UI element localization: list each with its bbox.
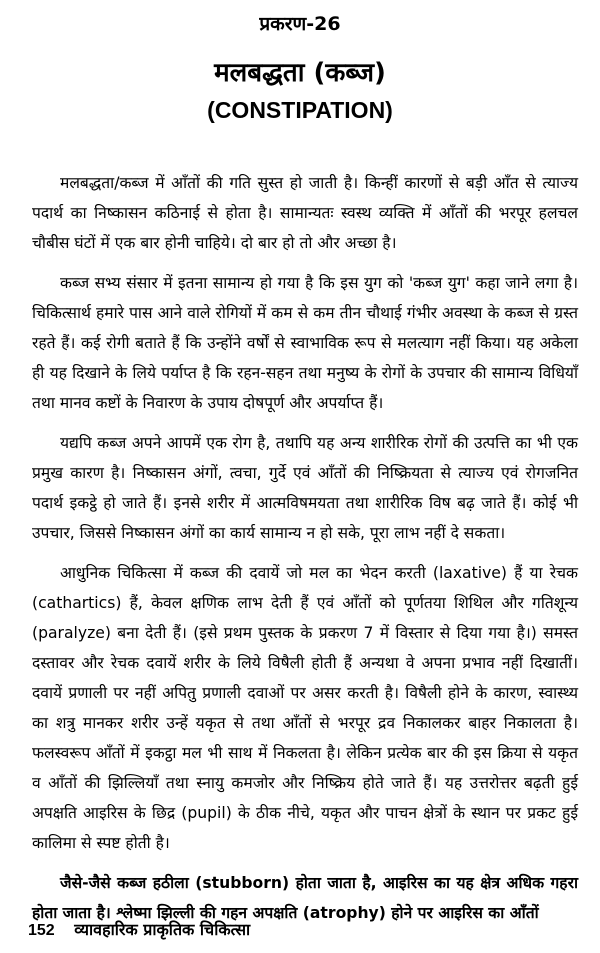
title-english: (CONSTIPATION) [207,97,393,123]
paragraph: यद्यपि कब्ज अपने आपमें एक रोग है, तथापि यह अन्य शारीरिक रोगों की उत्पत्ति का भी एक प्रमुख कारण है। निष्कासन अंगों, त्वचा, गुर्दे एवं आँतों की निष्क्रियता से त्याज्य एवं रोगजनित पदार्थ इकट्ठे हो जाते हैं। इनसे शरीर में आत्मविषमयता तथा शारीरिक विष बढ़ जाते हैं। कोई भी उपचार, जिससे निष्कासन अंगों का कार्य सामान्य न हो सके, पूरा लाभ नहीं दे सकता। [32,434,578,542]
paragraph: कब्ज सभ्य संसार में इतना सामान्य हो गया है कि इस युग को 'कब्ज युग' कहा जाने लगा है। चिकित्सार्थ हमारे पास आने वाले रोगियों में कम से कम तीन चौथाई गंभीर अवस्था के कब्ज से ग्रस्त रहते हैं। कई रोगी बताते हैं कि उन्होंने वर्षों से स्वाभाविक रूप से मलत्याग नहीं किया। यह अकेला ही यह दिखाने के लिये पर्याप्त है कि रहन-सहन तथा मनुष्य के रोगों के उपचार की सामान्य विधियाँ तथा मानव कष्टों के निवारण के उपाय दोषपूर्ण और अपर्याप्त हैं। [32,274,578,412]
book-title: व्यावहारिक प्राकृतिक चिकित्सा [74,920,251,939]
body-text [32,168,578,938]
paragraph: आधुनिक चिकित्सा में कब्ज की दवायें जो मल का भेदन करती (laxative) हैं या रेचक (cathartics) हैं, केवल क्षणिक लाभ देती हैं एवं आँतों को पूर्णतया शिथिल और गतिशून्य (paralyze) बना देती हैं। (इसे प्रथम पुस्तक के प्रकरण 7 में विस्तार से दिया गया है।) समस्त दस्तावर और रेचक दवायें शरीर के लिये विषैली होती हैं अन्यथा वे अपना प्रभाव नहीं दिखातीं। दवायें प्रणाली पर नहीं अपितु प्रणाली दवाओं पर असर करती है। विषैली होने के कारण, स्वास्थ्य का शत्रु मानकर शरीर उन्हें यकृत से तथा आँतों से भरपूर द्रव निकालकर बाहर निकालता है। फलस्वरूप आँतों में इकट्ठा मल भी साथ में निकलता है। लेकिन प्रत्येक बार की इस क्रिया से यकृत व आँतों की झिल्लियाँ तथा स्नायु कमजोर और निष्क्रिय होते जाते हैं। यह उत्तरोत्तर बढ़ती हुई अपक्षति आइरिस के छिद्र (pupil) के ठीक नीचे, यकृत और पाचन क्षेत्रों के स्थान पर प्रकट हुई कालिमा से स्पष्ट होती है। [32,564,578,852]
title-hindi: मलबद्धता (कब्ज) [214,58,386,88]
page-number: 152 [28,922,55,939]
paragraph: जैसे-जैसे कब्ज हठीला (stubborn) होता जाता है, आइरिस का यह क्षेत्र अधिक गहरा होता जाता है। श्लेष्मा झिल्ली की गहन अपक्षति (atrophy) होने पर आइरिस का आँतों [32,874,578,922]
chapter-heading: प्रकरण-26 [259,13,341,35]
paragraph: मलबद्धता/कब्ज में आँतों की गति सुस्त हो जाती है। किन्हीं कारणों से बड़ी आँत से त्याज्य पदार्थ का निष्कासन कठिनाई से होता है। सामान्यतः स्वस्थ व्यक्ति में आँतों की भरपूर हलचल चौबीस घंटों में एक बार होनी चाहिये। दो बार हो तो और अच्छा है। [32,174,578,252]
page-footer [28,918,578,940]
